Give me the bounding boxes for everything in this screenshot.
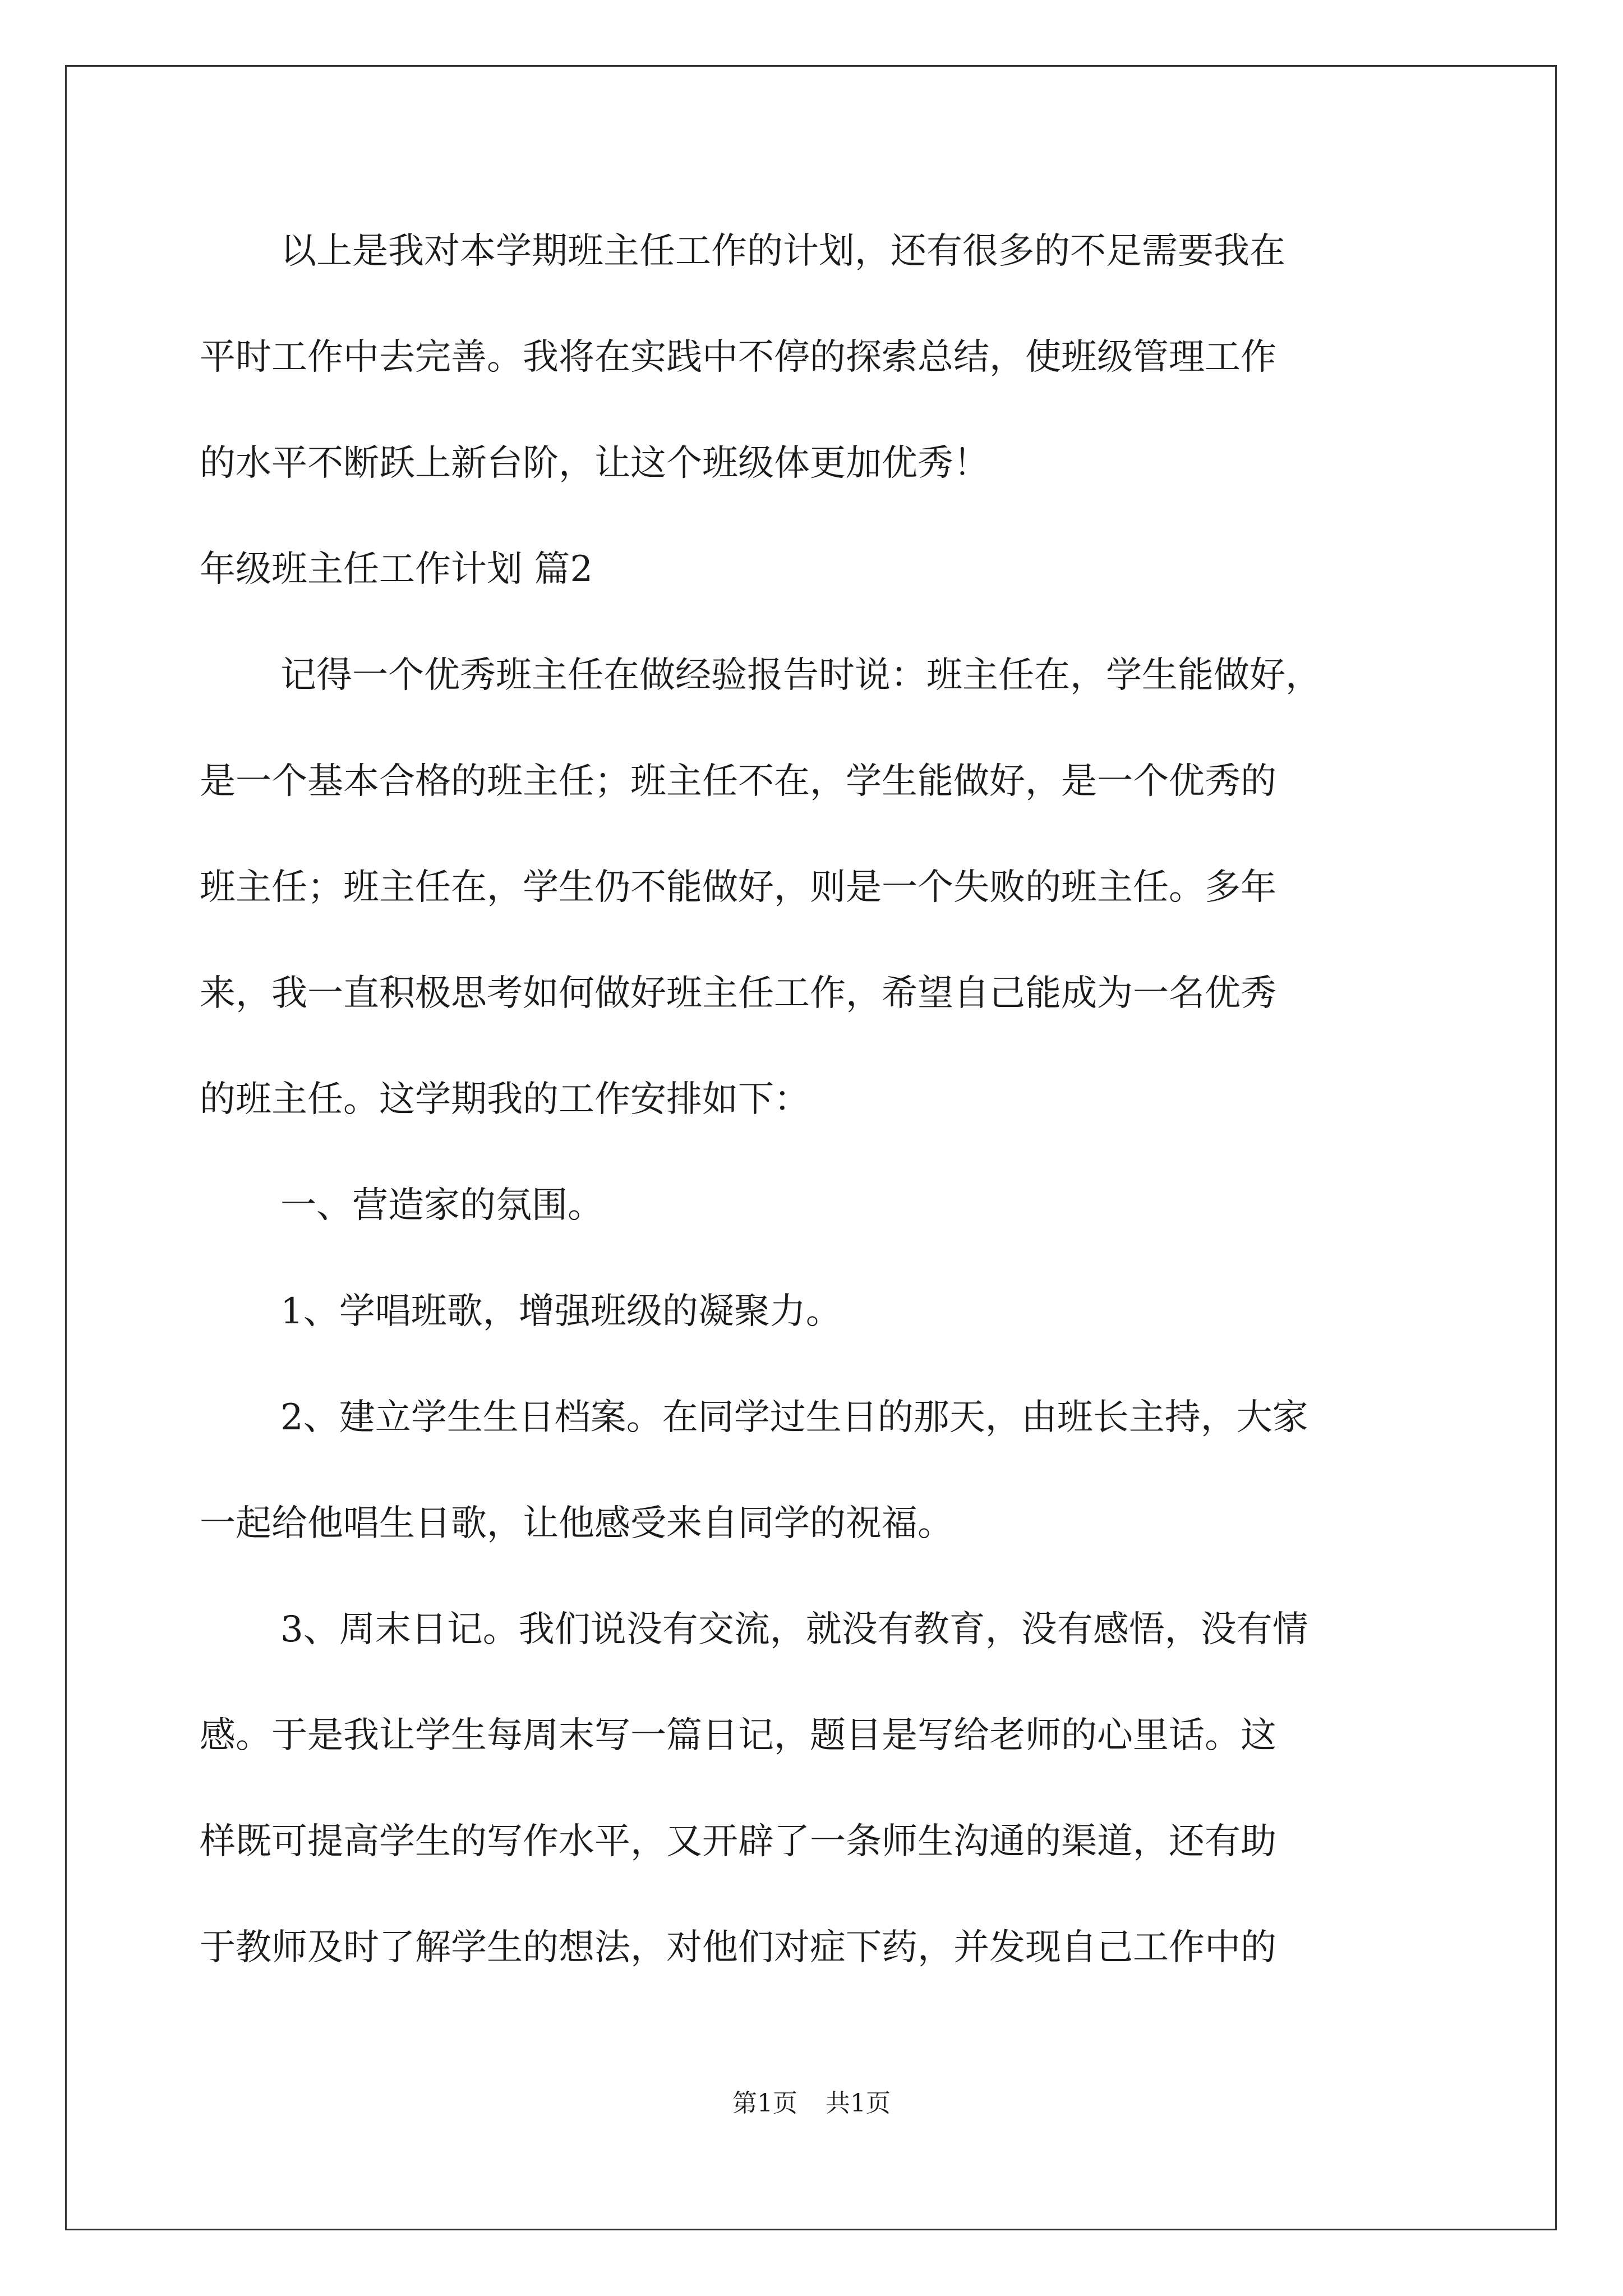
paragraph-line: 班主任；班主任在，学生仍不能做好，则是一个失败的班主任。多年 — [200, 867, 1276, 908]
page-total: 共1页 — [826, 2089, 891, 2118]
paragraph-line: 样既可提高学生的写作水平，又开辟了一条师生沟通的渠道，还有助 — [200, 1821, 1276, 1862]
paragraph-line: 以上是我对本学期班主任工作的计划，还有很多的不足需要我在 — [280, 231, 1285, 272]
paragraph-line: 来，我一直积极思考如何做好班主任工作，希望自己能成为一名优秀 — [200, 973, 1276, 1014]
paragraph-line: 是一个基本合格的班主任；班主任不在，学生能做好，是一个优秀的 — [200, 761, 1276, 802]
page-border — [65, 65, 1557, 2230]
paragraph-line: 的水平不断跃上新台阶，让这个班级体更加优秀！ — [200, 443, 989, 484]
page-footer — [0, 2088, 1623, 2119]
page-number: 第1页 — [732, 2089, 797, 2118]
paragraph-line: 一起给他唱生日歌，让他感受来自同学的祝福。 — [200, 1503, 953, 1544]
paragraph-line: 感。于是我让学生每周末写一篇日记，题目是写给老师的心里话。这 — [200, 1715, 1276, 1756]
paragraph-line: 记得一个优秀班主任在做经验报告时说：班主任在，学生能做好， — [280, 655, 1321, 696]
section-heading: 年级班主任工作计划 篇2 — [200, 549, 593, 590]
list-item: 2、建立学生生日档案。在同学过生日的那天，由班长主持，大家 — [280, 1397, 1308, 1438]
list-heading: 一、营造家的氛围。 — [280, 1185, 603, 1226]
list-item: 3、周末日记。我们说没有交流，就没有教育，没有感悟，没有情 — [280, 1609, 1308, 1650]
paragraph-line: 的班主任。这学期我的工作安排如下： — [200, 1079, 810, 1120]
paragraph-line: 于教师及时了解学生的想法，对他们对症下药，并发现自己工作中的 — [200, 1927, 1276, 1968]
paragraph-line: 平时工作中去完善。我将在实践中不停的探索总结，使班级管理工作 — [200, 337, 1276, 378]
list-item: 1、学唱班歌，增强班级的凝聚力。 — [280, 1291, 842, 1332]
